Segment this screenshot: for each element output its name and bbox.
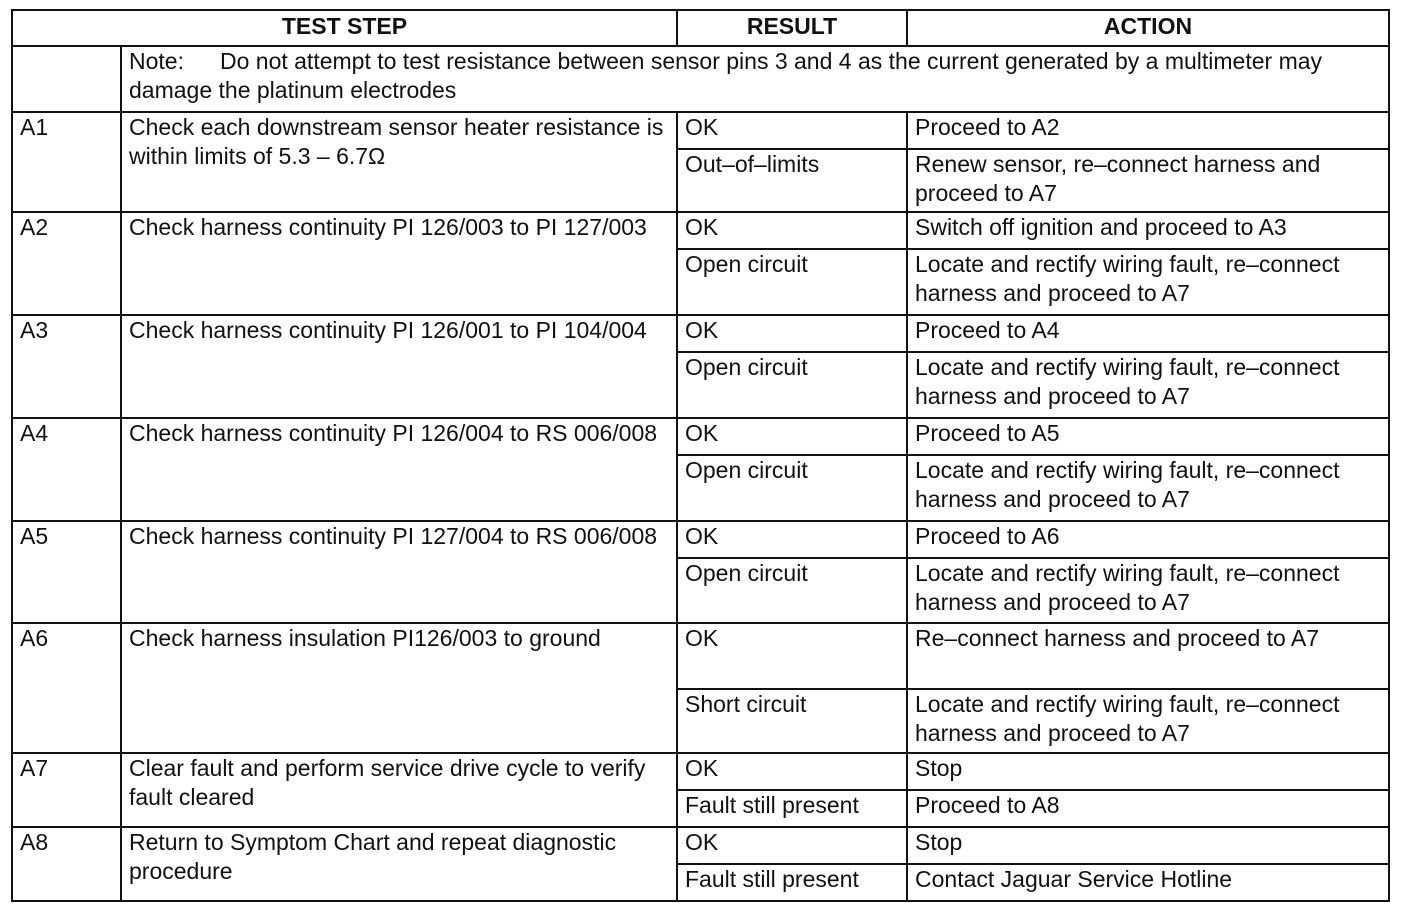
table-row [12, 112, 1389, 149]
result-cell: Out–of–limits [677, 149, 907, 212]
step-description: Check harness continuity PI 127/004 to RS 006/008 [121, 521, 677, 623]
header-row [12, 10, 1389, 46]
note-row [12, 46, 1389, 112]
action-cell: Locate and rectify wiring fault, re–connect harness and proceed to A7 [907, 249, 1389, 315]
note-label: Note: [129, 48, 184, 74]
result-cell: OK [677, 212, 907, 249]
step-description: Return to Symptom Chart and repeat diagnostic procedure [121, 827, 677, 901]
result-cell: Open circuit [677, 455, 907, 521]
table-row [12, 418, 1389, 455]
step-description: Check harness continuity PI 126/003 to PI 127/003 [121, 212, 677, 315]
step-id: A6 [12, 623, 121, 753]
result-cell: OK [677, 753, 907, 790]
action-cell: Stop [907, 827, 1389, 864]
result-cell: Short circuit [677, 689, 907, 753]
result-cell: Fault still present [677, 790, 907, 827]
action-cell: Renew sensor, re–connect harness and proceed to A7 [907, 149, 1389, 212]
table-row [12, 521, 1389, 558]
action-cell: Re–connect harness and proceed to A7 [907, 623, 1389, 689]
diagnostic-table [11, 9, 1390, 902]
step-description: Check harness insulation PI126/003 to ground [121, 623, 677, 753]
action-cell: Contact Jaguar Service Hotline [907, 864, 1389, 901]
step-id: A8 [12, 827, 121, 901]
header-action: ACTION [907, 10, 1389, 46]
table-row [12, 753, 1389, 790]
result-cell: OK [677, 521, 907, 558]
action-cell: Proceed to A6 [907, 521, 1389, 558]
step-id: A1 [12, 112, 121, 212]
step-id: A4 [12, 418, 121, 521]
note-text: Do not attempt to test resistance between sensor pins 3 and 4 as the current generated by a multimeter may damage the platinum electrodes [129, 48, 1323, 103]
step-id: A5 [12, 521, 121, 623]
note-cell [121, 46, 1389, 112]
action-cell: Proceed to A2 [907, 112, 1389, 149]
step-id: A7 [12, 753, 121, 827]
step-id: A2 [12, 212, 121, 315]
result-cell: OK [677, 827, 907, 864]
table-row [12, 827, 1389, 864]
table-row [12, 623, 1389, 689]
result-cell: Open circuit [677, 558, 907, 623]
result-cell: Open circuit [677, 249, 907, 315]
result-cell: OK [677, 315, 907, 352]
step-description: Check harness continuity PI 126/004 to RS 006/008 [121, 418, 677, 521]
result-cell: OK [677, 623, 907, 689]
action-cell: Proceed to A5 [907, 418, 1389, 455]
action-cell: Stop [907, 753, 1389, 790]
result-cell: Open circuit [677, 352, 907, 418]
table-row [12, 315, 1389, 352]
action-cell: Locate and rectify wiring fault, re–connect harness and proceed to A7 [907, 352, 1389, 418]
step-description: Check each downstream sensor heater resistance is within limits of 5.3 – 6.7Ω [121, 112, 677, 212]
header-test-step: TEST STEP [12, 10, 677, 46]
step-description: Clear fault and perform service drive cycle to verify fault cleared [121, 753, 677, 827]
action-cell: Locate and rectify wiring fault, re–connect harness and proceed to A7 [907, 455, 1389, 521]
action-cell: Switch off ignition and proceed to A3 [907, 212, 1389, 249]
action-cell: Locate and rectify wiring fault, re–connect harness and proceed to A7 [907, 558, 1389, 623]
result-cell: OK [677, 112, 907, 149]
result-cell: Fault still present [677, 864, 907, 901]
action-cell: Proceed to A4 [907, 315, 1389, 352]
note-empty-cell [12, 46, 121, 112]
result-cell: OK [677, 418, 907, 455]
action-cell: Locate and rectify wiring fault, re–connect harness and proceed to A7 [907, 689, 1389, 753]
step-id: A3 [12, 315, 121, 418]
action-cell: Proceed to A8 [907, 790, 1389, 827]
table-row [12, 212, 1389, 249]
header-result: RESULT [677, 10, 907, 46]
step-description: Check harness continuity PI 126/001 to PI 104/004 [121, 315, 677, 418]
